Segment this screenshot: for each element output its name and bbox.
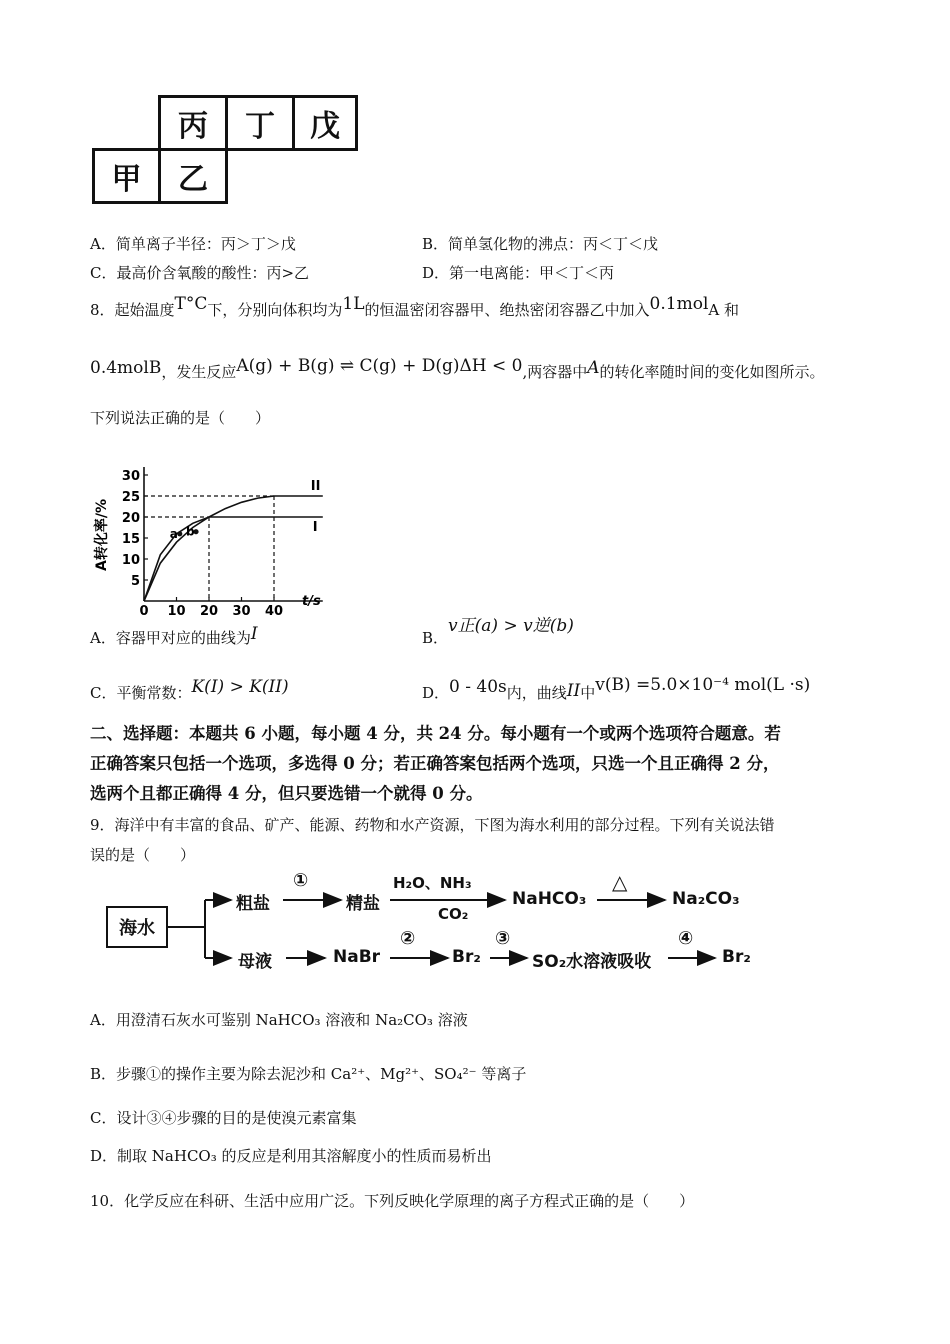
y-tick-label: 30	[121, 469, 140, 484]
y-tick-label: 10	[121, 553, 140, 568]
nabr: NaBr	[333, 947, 381, 967]
section2-line2: 正确答案只包括一个选项，多选得 0 分；若正确答案包括两个选项，只选一个且正确得 2 分，	[90, 754, 780, 773]
grid-cell-wu: 戊	[292, 95, 358, 151]
q8-line3: 下列说法正确的是（ ）	[90, 409, 271, 427]
x-tick-label: 10	[167, 604, 186, 619]
y-tick-label: 20	[121, 511, 140, 526]
nahco3: NaHCO₃	[512, 889, 587, 909]
reagents-top: H₂O、NH₃	[393, 874, 472, 892]
q9-line2: 误的是（ ）	[90, 846, 196, 864]
q9-line1: 9．海洋中有丰富的食品、矿产、能源、药物和水产资源，下图为海水利用的部分过程。下列有关说法错	[90, 816, 775, 834]
step1-label: ①	[293, 870, 309, 891]
step3-label: ③	[495, 928, 511, 949]
y-axis-label: A转化率/%	[94, 499, 110, 571]
q8-option-d: D．0 - 40s内，曲线II中v(B) =5.0×10⁻⁴ mol(L ·s)	[422, 675, 811, 702]
mother-liquor: 母液	[238, 952, 272, 972]
step4-label: ④	[678, 928, 694, 949]
q10-line1: 10．化学反应在科研、生活中应用广泛。下列反映化学原理的离子方程式正确的是（ ）	[90, 1192, 695, 1210]
grid-cell-ding: 丁	[225, 95, 295, 151]
point-label-b: b	[186, 524, 195, 539]
section2-line3: 选两个且都正确得 4 分，但只要选错一个就得 0 分。	[90, 784, 483, 803]
x-axis-label: t/s	[302, 594, 321, 609]
grid-cell-yi: 乙	[158, 148, 228, 204]
x-tick-label: 20	[199, 604, 219, 619]
heat-symbol: △	[612, 870, 628, 894]
q7-option-d: D．第一电离能：甲＜丁＜丙	[422, 264, 615, 282]
point-a	[177, 531, 182, 536]
y-tick-label: 5	[130, 574, 140, 589]
q8-line1: 8．起始温度T°C下，分别向体积均为1L的恒温密闭容器甲、绝热密闭容器乙中加入0.1molA 和	[90, 294, 739, 319]
x-tick-label: 30	[232, 604, 251, 619]
y-tick-label: 25	[121, 490, 140, 505]
curve-label-II: II	[310, 479, 321, 494]
q9-option-d: D．制取 NaHCO₃ 的反应是利用其溶解度小的性质而易析出	[90, 1147, 492, 1165]
br2-a: Br₂	[452, 947, 481, 967]
q8-option-c: C．平衡常数：K(I) > K(II)	[90, 677, 289, 702]
series-curve-II	[144, 496, 323, 601]
q8-option-b: B．v正(a) > v逆(b)	[422, 616, 574, 647]
q9-option-a: A．用澄清石灰水可鉴别 NaHCO₃ 溶液和 Na₂CO₃ 溶液	[90, 1011, 468, 1029]
q7-option-c: C．最高价含氧酸的酸性：丙>乙	[90, 264, 310, 282]
grid-cell-jia: 甲	[92, 148, 161, 204]
q8-line2: 0.4molB，发生反应A(g) + B(g) ⇌ C(g) + D(g)ΔH < 0,两容器中A的转化率随时间的变化如图所示。	[90, 356, 825, 381]
conversion-chart	[90, 435, 325, 619]
q8-option-a: A．容器甲对应的曲线为I	[90, 624, 258, 647]
crude-salt: 粗盐	[236, 894, 270, 914]
q9-option-b: B．步骤①的操作主要为除去泥沙和 Ca²⁺、Mg²⁺、SO₄²⁻ 等离子	[90, 1065, 527, 1083]
reagents-bottom: CO₂	[438, 905, 469, 923]
br2-b: Br₂	[722, 947, 751, 967]
step2-label: ②	[400, 928, 416, 949]
grid-cell-bing: 丙	[158, 95, 228, 151]
q7-option-b: B．简单氢化物的沸点：丙＜丁＜戊	[422, 235, 659, 253]
y-tick-label: 15	[121, 532, 140, 547]
so2-absorb: SO₂水溶液吸收	[532, 952, 652, 972]
na2co3: Na₂CO₃	[672, 889, 740, 909]
curve-label-I: I	[312, 520, 318, 535]
seawater-box: 海水	[106, 906, 168, 948]
q9-option-c: C．设计③④步骤的目的是使溴元素富集	[90, 1109, 357, 1127]
refined-salt: 精盐	[346, 894, 380, 914]
x-tick-label: 40	[264, 604, 284, 619]
q7-option-a: A．简单离子半径：丙＞丁＞戊	[90, 235, 296, 253]
x-tick-label: 0	[139, 604, 149, 619]
section2-line1: 二、选择题：本题共 6 小题，每小题 4 分，共 24 分。每小题有一个或两个选项符合题意。若	[90, 724, 781, 743]
point-label-a: a	[169, 526, 178, 541]
